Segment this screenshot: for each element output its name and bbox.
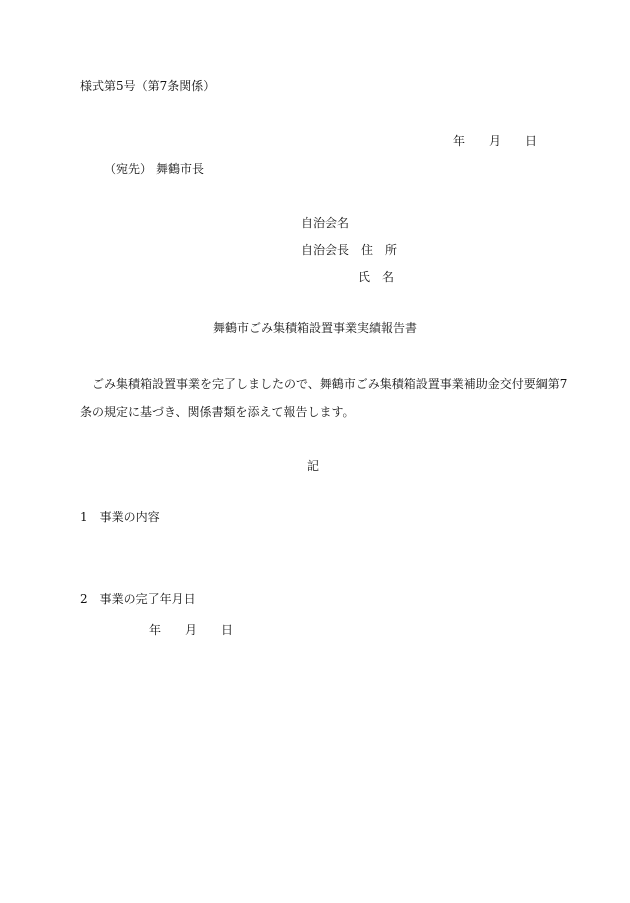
item-1-label: 事業の内容 <box>99 510 160 524</box>
completion-day-label: 日 <box>221 623 234 637</box>
association-name-label: 自治会名 <box>301 216 350 230</box>
body-text-line-2: 条の規定に基づき、関係書類を添えて報告します。 <box>80 405 355 419</box>
addressee <box>104 162 204 176</box>
chairman-label: 自治会長 <box>301 243 350 257</box>
item-2 <box>80 592 196 606</box>
item-1-number: 1 <box>80 510 88 524</box>
addressee-prefix: （宛先） <box>104 162 153 176</box>
date-line <box>453 134 537 148</box>
form-number: 様式第5号（第7条関係） <box>80 79 216 93</box>
item-2-label: 事業の完了年月日 <box>99 592 196 606</box>
body-text-line-1: ごみ集積箱設置事業を完了しましたので、舞鶴市ごみ集積箱設置事業補助金交付要綱第7 <box>92 377 568 391</box>
item-2-number: 2 <box>80 592 88 606</box>
date-day-label: 日 <box>525 134 538 148</box>
ki-heading: 記 <box>307 459 320 473</box>
completion-year-label: 年 <box>149 623 162 637</box>
date-year-label: 年 <box>453 134 466 148</box>
name-label: 氏 名 <box>358 270 395 284</box>
document-title: 舞鶴市ごみ集積箱設置事業実績報告書 <box>213 321 418 335</box>
address-label: 住 所 <box>361 243 398 257</box>
chairman-address-row <box>301 243 397 257</box>
completion-month-label: 月 <box>185 623 198 637</box>
addressee-name: 舞鶴市長 <box>156 162 205 176</box>
date-month-label: 月 <box>489 134 502 148</box>
completion-date <box>149 623 233 637</box>
item-1 <box>80 510 160 524</box>
